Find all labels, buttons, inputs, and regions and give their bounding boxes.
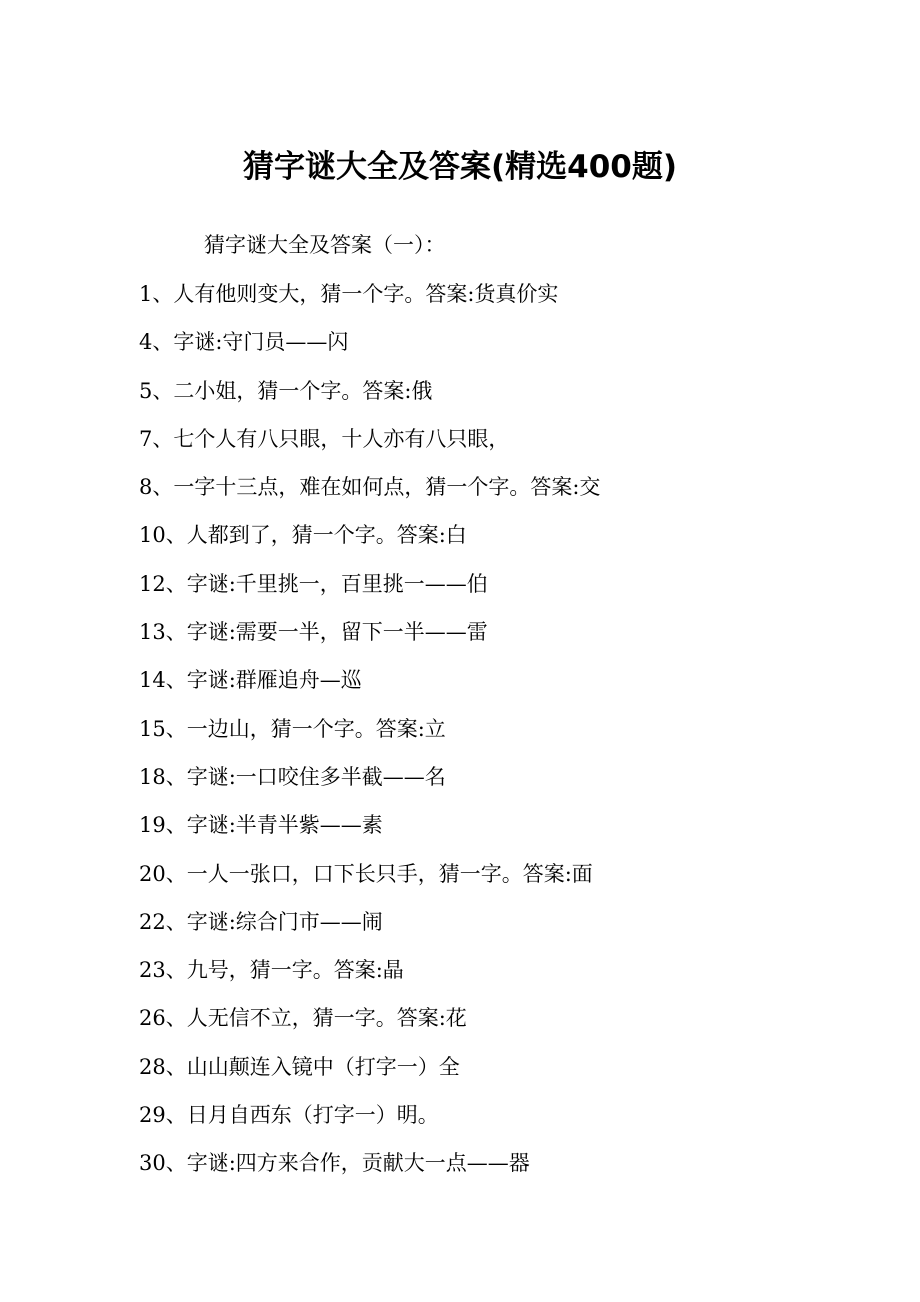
list-item: 15、一边山，猜一个字。答案:立 — [139, 716, 446, 741]
list-item: 4、字谜:守门员——闪 — [139, 330, 349, 355]
list-item: 28、山山颠连入镜中（打字一）全 — [139, 1054, 460, 1079]
list-item: 12、字谜:千里挑一，百里挑一——伯 — [139, 571, 488, 596]
list-item: 18、字谜:一口咬住多半截——名 — [139, 764, 446, 789]
list-item: 19、字谜:半青半紫——素 — [139, 813, 383, 838]
list-item: 5、二小姐，猜一个字。答案:俄 — [139, 378, 433, 403]
list-item: 20、一人一张口，口下长只手，猜一字。答案:面 — [139, 861, 593, 886]
list-item: 29、日月自西东（打字一）明。 — [139, 1103, 439, 1128]
list-item: 7、七个人有八只眼，十人亦有八只眼， — [139, 426, 510, 451]
riddle-list — [139, 278, 600, 1196]
list-item: 26、人无信不立，猜一字。答案:花 — [139, 1006, 467, 1031]
section-subtitle: 猜字谜大全及答案（一）： — [204, 233, 446, 257]
list-item: 14、字谜:群雁追舟—巡 — [139, 668, 362, 693]
list-item: 8、一字十三点，难在如何点，猜一个字。答案:交 — [139, 475, 601, 500]
list-item: 22、字谜:综合门市——闹 — [139, 909, 383, 934]
list-item: 30、字谜:四方来合作，贡献大一点——器 — [139, 1151, 530, 1176]
list-item: 10、人都到了，猜一个字。答案:白 — [139, 523, 467, 548]
document-title: 猜字谜大全及答案(精选400题) — [242, 149, 678, 185]
list-item: 13、字谜:需要一半，留下一半——雷 — [139, 620, 488, 645]
list-item: 23、九号，猜一字。答案:晶 — [139, 958, 404, 983]
list-item: 1、人有他则变大，猜一个字。答案:货真价实 — [139, 282, 559, 306]
